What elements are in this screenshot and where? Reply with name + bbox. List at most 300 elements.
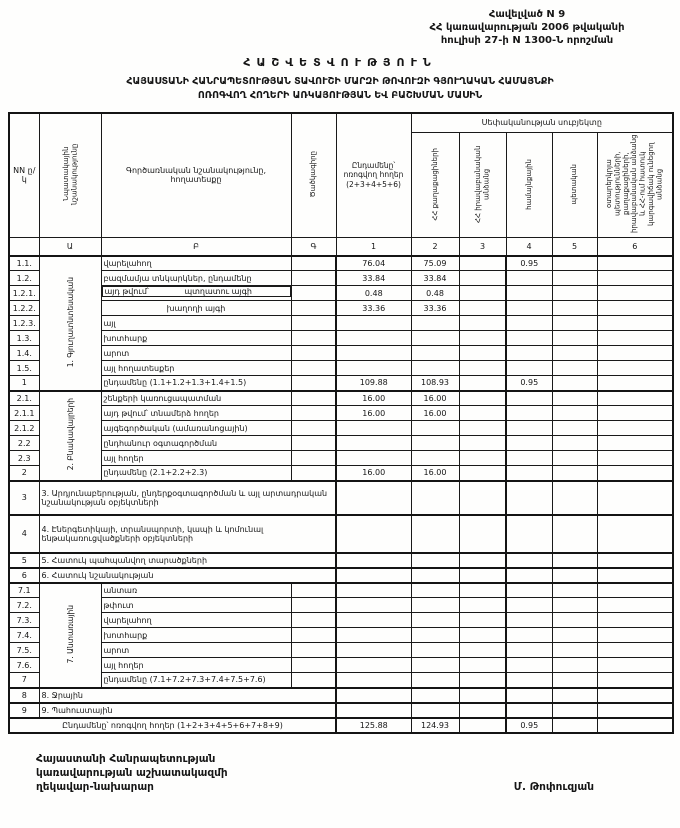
- code-cell: [291, 346, 336, 361]
- value-cell: [552, 346, 597, 361]
- value-cell: [506, 286, 552, 301]
- value-cell: [411, 481, 459, 515]
- value-cell: [506, 466, 552, 481]
- value-cell: [506, 346, 552, 361]
- value-cell: [597, 673, 673, 688]
- table-row: [9, 271, 673, 286]
- signatory-title-line: Հայաստանի Հանրապետության: [36, 752, 216, 765]
- row-number: 7.2.: [9, 598, 39, 613]
- table-row: [9, 703, 673, 718]
- value-cell: [411, 346, 459, 361]
- grand-total-label: Ընդամենը՝ ոռոգվող հողեր (1+2+3+4+5+6+7+8+9): [9, 718, 336, 733]
- value-cell: [552, 658, 597, 673]
- value-cell: [459, 703, 506, 718]
- value-cell: 16.00: [336, 391, 411, 406]
- value-cell: [336, 515, 411, 553]
- value-cell: [597, 658, 673, 673]
- value-cell: [552, 598, 597, 613]
- value-cell: [336, 568, 411, 583]
- value-cell: [336, 583, 411, 598]
- value-cell: [597, 256, 673, 271]
- value-cell: 0.48: [336, 286, 411, 301]
- col-header-purpose: [39, 113, 101, 238]
- row-label: խաղողի այգի: [101, 301, 291, 316]
- page-subtitle: [8, 75, 672, 103]
- value-cell: 108.93: [411, 376, 459, 391]
- table-row: [9, 481, 673, 515]
- value-cell: 16.00: [336, 466, 411, 481]
- column-index: Բ: [101, 238, 291, 256]
- row-number: 2.1.: [9, 391, 39, 406]
- value-cell: [552, 331, 597, 346]
- row-label: խոտհարք: [101, 628, 291, 643]
- code-cell: [291, 598, 336, 613]
- value-cell: [411, 658, 459, 673]
- section-label-text: 7. Անտառային: [65, 604, 75, 664]
- value-cell: 75.09: [411, 256, 459, 271]
- column-index: Ա: [39, 238, 101, 256]
- code-cell: [291, 613, 336, 628]
- col-header-nn: NN ը/կ: [9, 113, 39, 238]
- section-label: [39, 583, 101, 688]
- table-row: [9, 346, 673, 361]
- row-label: այլ: [101, 316, 291, 331]
- value-cell: [506, 515, 552, 553]
- value-cell: [552, 451, 597, 466]
- value-cell: [552, 481, 597, 515]
- value-cell: 0.48: [411, 286, 459, 301]
- value-cell: [336, 553, 411, 568]
- value-cell: [459, 583, 506, 598]
- value-cell: [506, 421, 552, 436]
- value-cell: [336, 613, 411, 628]
- value-cell: [552, 703, 597, 718]
- value-cell: [459, 613, 506, 628]
- row-label: 6. Հատուկ նշանակության: [39, 568, 336, 583]
- value-cell: [552, 406, 597, 421]
- value-cell: [597, 316, 673, 331]
- value-cell: [506, 658, 552, 673]
- row-label: 9. Պահուստային: [39, 703, 336, 718]
- value-cell: [597, 391, 673, 406]
- col-header-code: [291, 113, 336, 238]
- value-cell: [336, 331, 411, 346]
- row-label: 8. Ջրային: [39, 688, 336, 703]
- value-cell: [597, 481, 673, 515]
- table-row: [9, 421, 673, 436]
- value-cell: [336, 688, 411, 703]
- table-row: [9, 568, 673, 583]
- value-cell: [336, 598, 411, 613]
- report-table: [8, 112, 674, 734]
- value-cell: [597, 406, 673, 421]
- row-label: այդ թվում՝ տնամերձ հողեր: [101, 406, 291, 421]
- value-cell: [506, 331, 552, 346]
- row-label: 5. Հատուկ պահպանվող տարածքների: [39, 553, 336, 568]
- value-cell: [552, 643, 597, 658]
- appendix-line: հուլիսի 27-ի N 1300-Ն որոշման: [440, 35, 614, 46]
- appendix-block: [392, 8, 662, 47]
- value-cell: [597, 613, 673, 628]
- row-number: 1.2.3.: [9, 316, 39, 331]
- value-cell: [597, 583, 673, 598]
- table-row: [9, 436, 673, 451]
- code-cell: [291, 583, 336, 598]
- value-cell: [552, 515, 597, 553]
- table-row: [9, 515, 673, 553]
- value-cell: [597, 361, 673, 376]
- value-cell: 16.00: [411, 406, 459, 421]
- value-cell: [459, 466, 506, 481]
- value-cell: [597, 568, 673, 583]
- value-cell: [459, 391, 506, 406]
- value-cell: [459, 688, 506, 703]
- table-row: [9, 628, 673, 643]
- col-header-purpose-text: Նպատակային նշանակությունը: [61, 143, 78, 205]
- code-cell: [291, 673, 336, 688]
- value-cell: [459, 553, 506, 568]
- value-cell: [459, 316, 506, 331]
- code-cell: [291, 436, 336, 451]
- value-cell: [597, 466, 673, 481]
- row-number: 7.3.: [9, 613, 39, 628]
- table-row: [9, 583, 673, 598]
- value-cell: [506, 451, 552, 466]
- row-label: ընդամենը (7.1+7.2+7.3+7.4+7.5+7.6): [101, 673, 291, 688]
- value-cell: [459, 421, 506, 436]
- col-header-foreign-text: օտարերկրյա պետությունների, քաղաքացիների, իրավաբանական անձանց և ՀՀ-ում հատուկ կարգավիճակ ունեցող անձանց: [605, 134, 664, 234]
- row-label: արոտ: [101, 346, 291, 361]
- row-label: արոտ: [101, 643, 291, 658]
- value-cell: [411, 583, 459, 598]
- row-number: 3: [9, 481, 39, 515]
- value-cell: [411, 673, 459, 688]
- row-label: այլ հողեր: [101, 658, 291, 673]
- value-cell: [552, 421, 597, 436]
- table-row: [9, 301, 673, 316]
- value-cell: 33.84: [411, 271, 459, 286]
- row-label: ընդամենը (2.1+2.2+2.3): [101, 466, 291, 481]
- value-cell: [411, 553, 459, 568]
- value-cell: [336, 346, 411, 361]
- value-cell: [597, 451, 673, 466]
- col-header-citizens-text: ՀՀ քաղաքացիների: [430, 147, 439, 221]
- column-index: 6: [597, 238, 673, 256]
- row-number: 1.4.: [9, 346, 39, 361]
- code-cell: [291, 658, 336, 673]
- row-label: շենքերի կառուցապատման: [101, 391, 291, 406]
- table-row: [9, 643, 673, 658]
- column-index: [9, 238, 39, 256]
- table-row: [9, 451, 673, 466]
- value-cell: 109.88: [336, 376, 411, 391]
- row-label: 4. Էներգետիկայի, տրանսպորտի, կապի և կոմունալ ենթակառուցվածքների օբյեկտների: [39, 515, 336, 553]
- value-cell: 76.04: [336, 256, 411, 271]
- value-cell: [411, 515, 459, 553]
- value-cell: [597, 331, 673, 346]
- row-number: 2.1.1: [9, 406, 39, 421]
- code-cell: [291, 466, 336, 481]
- value-cell: [459, 451, 506, 466]
- value-cell: [336, 643, 411, 658]
- value-cell: [411, 361, 459, 376]
- value-cell: [459, 481, 506, 515]
- table-row: [9, 553, 673, 568]
- value-cell: [552, 301, 597, 316]
- col-header-state-text: պետական: [570, 163, 579, 205]
- value-cell: [459, 361, 506, 376]
- code-cell: [291, 361, 336, 376]
- table-row: [9, 391, 673, 406]
- row-number: 6: [9, 568, 39, 583]
- value-cell: [459, 515, 506, 553]
- value-cell: 16.00: [411, 391, 459, 406]
- value-cell: [506, 613, 552, 628]
- signatory-name: Մ. Թոփուզյան: [513, 780, 594, 793]
- value-cell: [552, 583, 597, 598]
- value-cell: [597, 271, 673, 286]
- value-cell: [552, 361, 597, 376]
- signatory-title-line: կառավարության աշխատակազմի: [36, 766, 228, 779]
- value-cell: [552, 286, 597, 301]
- value-cell: [411, 331, 459, 346]
- value-cell: 0.95: [506, 376, 552, 391]
- code-cell: [291, 316, 336, 331]
- row-number: 7.4.: [9, 628, 39, 643]
- row-number: 1.2.: [9, 271, 39, 286]
- value-cell: [459, 658, 506, 673]
- code-cell: [291, 301, 336, 316]
- page-title: ՀԱՇՎԵՏՎՈՒԹՅՈՒՆ: [243, 56, 437, 69]
- value-cell: [552, 466, 597, 481]
- code-cell: [291, 406, 336, 421]
- code-cell: [291, 628, 336, 643]
- value-cell: [597, 553, 673, 568]
- table-row: [9, 688, 673, 703]
- row-label: անտառ: [101, 583, 291, 598]
- code-cell: [291, 643, 336, 658]
- column-index: 3: [459, 238, 506, 256]
- value-cell: [506, 316, 552, 331]
- value-cell: [597, 301, 673, 316]
- col-header-code-text: Ծածկագիրը: [309, 151, 318, 198]
- value-cell: [411, 688, 459, 703]
- page-subtitle-line: ՀԱՅԱՍՏԱՆԻ ՀԱՆՐԱՊԵՏՈՒԹՅԱՆ ՏԱՎՈՒՇԻ ՄԱՐԶԻ ԹՈՎՈՒԶԻ ԳՅՈՒՂԱԿԱՆ ՀԱՄԱՅՆՔԻ: [126, 76, 554, 87]
- value-cell: [506, 583, 552, 598]
- value-cell: [336, 451, 411, 466]
- value-cell: [597, 703, 673, 718]
- value-cell: [459, 301, 506, 316]
- value-cell: [411, 643, 459, 658]
- value-cell: [459, 406, 506, 421]
- table-row: [9, 673, 673, 688]
- col-header-function: Գործառնական նշանակությունը, հողատեսքը: [101, 113, 291, 238]
- code-cell: [291, 331, 336, 346]
- column-index: 4: [506, 238, 552, 256]
- value-cell: [336, 658, 411, 673]
- row-label: այգեգործական (ամառանոցային): [101, 421, 291, 436]
- value-cell: [597, 598, 673, 613]
- value-cell: [506, 568, 552, 583]
- column-index: Գ: [291, 238, 336, 256]
- table-row: [9, 286, 673, 301]
- row-label: [102, 286, 291, 297]
- row-label: այլ հողեր: [101, 451, 291, 466]
- value-cell: [459, 271, 506, 286]
- row-number: 7.1: [9, 583, 39, 598]
- col-header-state: [552, 133, 597, 238]
- value-cell: [459, 331, 506, 346]
- value-cell: [459, 718, 506, 733]
- code-cell: [291, 376, 336, 391]
- value-cell: [506, 643, 552, 658]
- value-cell: [411, 421, 459, 436]
- signatory-title-line: ղեկավար-նախարար: [36, 780, 154, 793]
- value-cell: [336, 703, 411, 718]
- row-number: 1.3.: [9, 331, 39, 346]
- row-number: 1.2.2.: [9, 301, 39, 316]
- value-cell: [459, 598, 506, 613]
- value-cell: [597, 643, 673, 658]
- value-cell: [459, 643, 506, 658]
- col-header-legal-entities-text: ՀՀ իրավաբանական անձանց: [474, 145, 491, 223]
- code-cell: [291, 421, 336, 436]
- row-number: 1.5.: [9, 361, 39, 376]
- row-number: 9: [9, 703, 39, 718]
- value-cell: [336, 628, 411, 643]
- table-row: [9, 316, 673, 331]
- value-cell: [552, 316, 597, 331]
- value-cell: [459, 436, 506, 451]
- row-number: 1.1.: [9, 256, 39, 271]
- row-label-text: պտղատու այգի: [184, 287, 252, 297]
- value-cell: [459, 286, 506, 301]
- row-number: 2.3: [9, 451, 39, 466]
- table-row: [9, 658, 673, 673]
- value-cell: [506, 703, 552, 718]
- table-row: [9, 406, 673, 421]
- table-row: [9, 361, 673, 376]
- value-cell: [597, 628, 673, 643]
- section-label: [39, 391, 101, 481]
- value-cell: [552, 568, 597, 583]
- value-cell: [506, 271, 552, 286]
- value-cell: [597, 421, 673, 436]
- value-cell: [506, 688, 552, 703]
- col-header-total: Ընդամենը՝ ոռոգվող հողեր (2+3+4+5+6): [336, 113, 411, 238]
- section-label: [39, 256, 101, 391]
- signatory-title-block: [36, 752, 228, 795]
- row-label: ընդամենը (1.1+1.2+1.3+1.4+1.5): [101, 376, 291, 391]
- value-cell: [336, 316, 411, 331]
- page-subtitle-line: ՈՌՈԳՎՈՂ ՀՈՂԵՐԻ ԱՌԿԱՅՈՒԹՅԱՆ ԵՎ ԲԱՇԽՄԱՆ ՄԱՍԻՆ: [197, 89, 483, 101]
- table-row: [9, 256, 673, 271]
- table-row: [9, 613, 673, 628]
- value-cell: [552, 271, 597, 286]
- value-cell: [411, 568, 459, 583]
- row-number: 2.2: [9, 436, 39, 451]
- value-cell: [597, 515, 673, 553]
- value-cell: 33.36: [336, 301, 411, 316]
- value-cell: [506, 481, 552, 515]
- value-cell: [597, 718, 673, 733]
- value-cell: [411, 436, 459, 451]
- section-label-text: 1. Գյուղատնտեսական: [65, 276, 75, 368]
- row-label: 3. Արդյունաբերության, ընդերքօգտագործման և այլ արտադրական նշանակության օբյեկտների: [39, 481, 336, 515]
- row-label: վարելահող: [101, 256, 291, 271]
- value-cell: [506, 673, 552, 688]
- value-cell: [552, 376, 597, 391]
- value-cell: [411, 451, 459, 466]
- row-number: 7.6.: [9, 658, 39, 673]
- col-header-citizens: [411, 133, 459, 238]
- value-cell: [597, 376, 673, 391]
- row-number: 1: [9, 376, 39, 391]
- value-cell: [459, 346, 506, 361]
- row-label: բազմամյա տնկարկներ, ընդամենը: [101, 271, 291, 286]
- value-cell: [597, 436, 673, 451]
- value-cell: 33.36: [411, 301, 459, 316]
- table-row: [9, 331, 673, 346]
- column-index: 1: [336, 238, 411, 256]
- value-cell: [597, 346, 673, 361]
- value-cell: [336, 361, 411, 376]
- value-cell: [552, 553, 597, 568]
- value-cell: [597, 688, 673, 703]
- row-number: 5: [9, 553, 39, 568]
- value-cell: [506, 628, 552, 643]
- value-cell: [411, 613, 459, 628]
- value-cell: [411, 628, 459, 643]
- row-number: 7: [9, 673, 39, 688]
- value-cell: [506, 553, 552, 568]
- value-cell: [552, 256, 597, 271]
- row-label: վարելահող: [101, 613, 291, 628]
- code-cell: [291, 391, 336, 406]
- value-cell: [506, 436, 552, 451]
- value-cell: 0.95: [506, 256, 552, 271]
- row-number: 2: [9, 466, 39, 481]
- table-row: [9, 466, 673, 481]
- value-cell: [552, 718, 597, 733]
- col-header-ownership-group: Սեփականության սուբյեկտը: [411, 113, 673, 133]
- value-cell: [459, 628, 506, 643]
- value-cell: [552, 436, 597, 451]
- row-label: այլ հողատեսքեր: [101, 361, 291, 376]
- value-cell: 124.93: [411, 718, 459, 733]
- value-cell: [459, 256, 506, 271]
- row-number: 8: [9, 688, 39, 703]
- column-index: 2: [411, 238, 459, 256]
- appendix-line: Հավելված N 9: [488, 9, 566, 20]
- appendix-line: ՀՀ կառավարության 2006 թվականի: [429, 22, 625, 33]
- value-cell: [336, 481, 411, 515]
- value-cell: [411, 316, 459, 331]
- table-row: [9, 598, 673, 613]
- row-number: 2.1.2: [9, 421, 39, 436]
- value-cell: 125.88: [336, 718, 411, 733]
- value-cell: [411, 703, 459, 718]
- row-number: 7.5.: [9, 643, 39, 658]
- value-cell: [411, 598, 459, 613]
- value-cell: [552, 688, 597, 703]
- value-cell: [336, 421, 411, 436]
- value-cell: [459, 673, 506, 688]
- row-label-prefix: այդ թվում՝: [104, 287, 149, 297]
- value-cell: [506, 406, 552, 421]
- row-label: թփուտ: [101, 598, 291, 613]
- value-cell: 33.84: [336, 271, 411, 286]
